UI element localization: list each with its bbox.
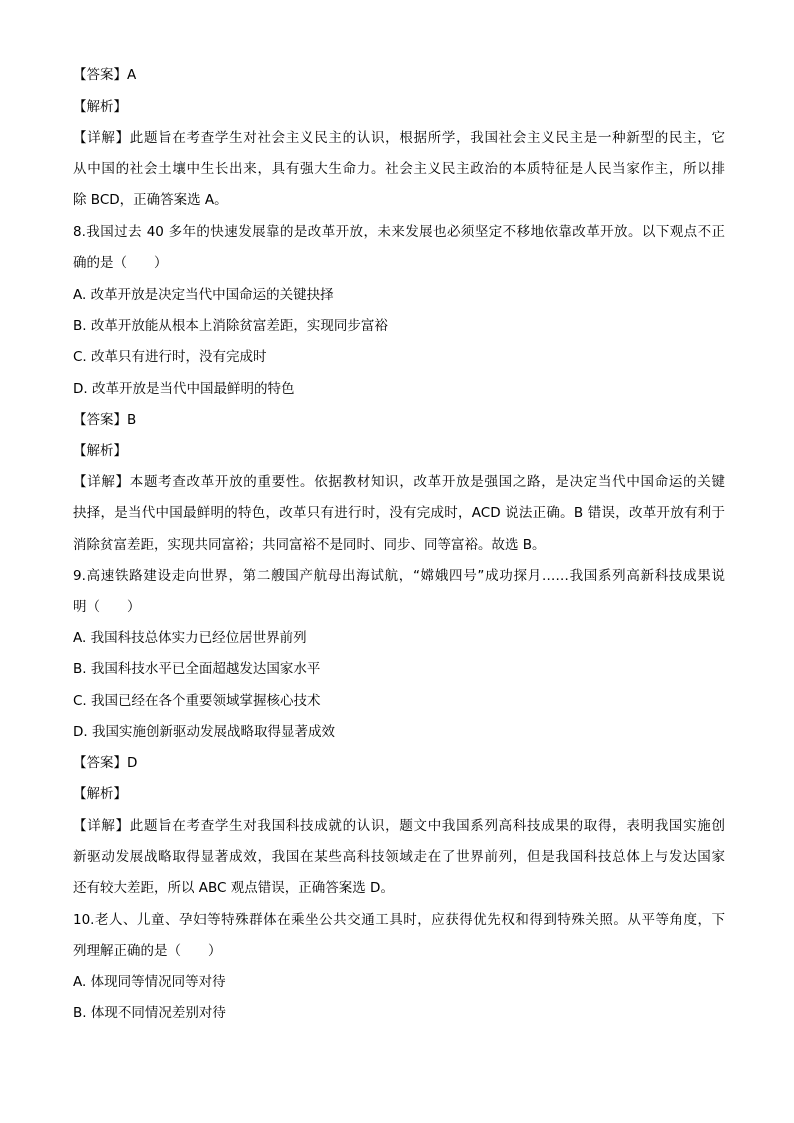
option-q10-a: A. 体现同等情况同等对待 <box>73 974 226 990</box>
question-9-line2: 明（ ） <box>73 599 141 615</box>
analysis-label-q8: 【解析】 <box>73 443 127 459</box>
explanation-q7-line2: 从中国的社会土壤中生长出来，具有强大生命力。社会主义民主政治的本质特征是人民当家作主，所以排 <box>73 161 725 177</box>
analysis-label-q9: 【解析】 <box>73 786 127 802</box>
analysis-label-q7: 【解析】 <box>73 99 127 115</box>
option-q8-c: C. 改革只有进行时，没有完成时 <box>73 349 267 365</box>
answer-label-q9: 【答案】D <box>73 755 138 771</box>
explanation-q9-line1: 【详解】此题旨在考查学生对我国科技成就的认识，题文中我国系列高科技成果的取得，表明我国实施创 <box>73 818 725 834</box>
option-q9-c: C. 我国已经在各个重要领域掌握核心技术 <box>73 693 321 709</box>
answer-label-q8: 【答案】B <box>73 412 137 428</box>
option-q8-b: B. 改革开放能从根本上消除贫富差距，实现同步富裕 <box>73 318 388 334</box>
explanation-q7-line3: 除 BCD，正确答案选 A。 <box>73 192 228 208</box>
explanation-q8-line2: 抉择，是当代中国最鲜明的特色，改革只有进行时，没有完成时，ACD 说法正确。B 错误，改革开放有利于 <box>73 505 725 521</box>
explanation-q7-line1: 【详解】此题旨在考查学生对社会主义民主的认识，根据所学，我国社会主义民主是一种新型的民主，它 <box>73 130 725 146</box>
option-q9-d: D. 我国实施创新驱动发展战略取得显著成效 <box>73 724 335 740</box>
option-q9-b: B. 我国科技水平已全面超越发达国家水平 <box>73 661 321 677</box>
question-10-line2: 列理解正确的是（ ） <box>73 943 222 959</box>
explanation-q9-line3: 还有较大差距，所以 ABC 观点错误，正确答案选 D。 <box>73 880 394 896</box>
explanation-q9-line2: 新驱动发展战略取得显著成效，我国在某些高科技领域走在了世界前列，但是我国科技总体上与发达国家 <box>73 849 725 865</box>
option-q8-a: A. 改革开放是决定当代中国命运的关键抉择 <box>73 287 334 303</box>
question-8-line2: 确的是（ ） <box>73 255 168 271</box>
option-q10-b: B. 体现不同情况差别对待 <box>73 1005 226 1021</box>
explanation-q8-line1: 【详解】本题考查改革开放的重要性。依据教材知识，改革开放是强国之路，是决定当代中国命运的关键 <box>73 474 725 490</box>
explanation-q8-line3: 消除贫富差距，实现共同富裕；共同富裕不是同时、同步、同等富裕。故选 B。 <box>73 537 546 553</box>
question-10-line1: 10.老人、儿童、孕妇等特殊群体在乘坐公共交通工具时，应获得优先权和得到特殊关照。从平等角度，下 <box>73 912 725 928</box>
option-q8-d: D. 改革开放是当代中国最鲜明的特色 <box>73 381 295 397</box>
option-q9-a: A. 我国科技总体实力已经位居世界前列 <box>73 630 307 646</box>
question-8-line1: 8.我国过去 40 多年的快速发展靠的是改革开放，未来发展也必须坚定不移地依靠改革开放。以下观点不正 <box>73 224 725 240</box>
question-9-line1: 9.高速铁路建设走向世界，第二艘国产航母出海试航，“嫦娥四号”成功探月……我国系列高新科技成果说 <box>73 568 725 584</box>
answer-label-q7: 【答案】A <box>73 67 137 83</box>
